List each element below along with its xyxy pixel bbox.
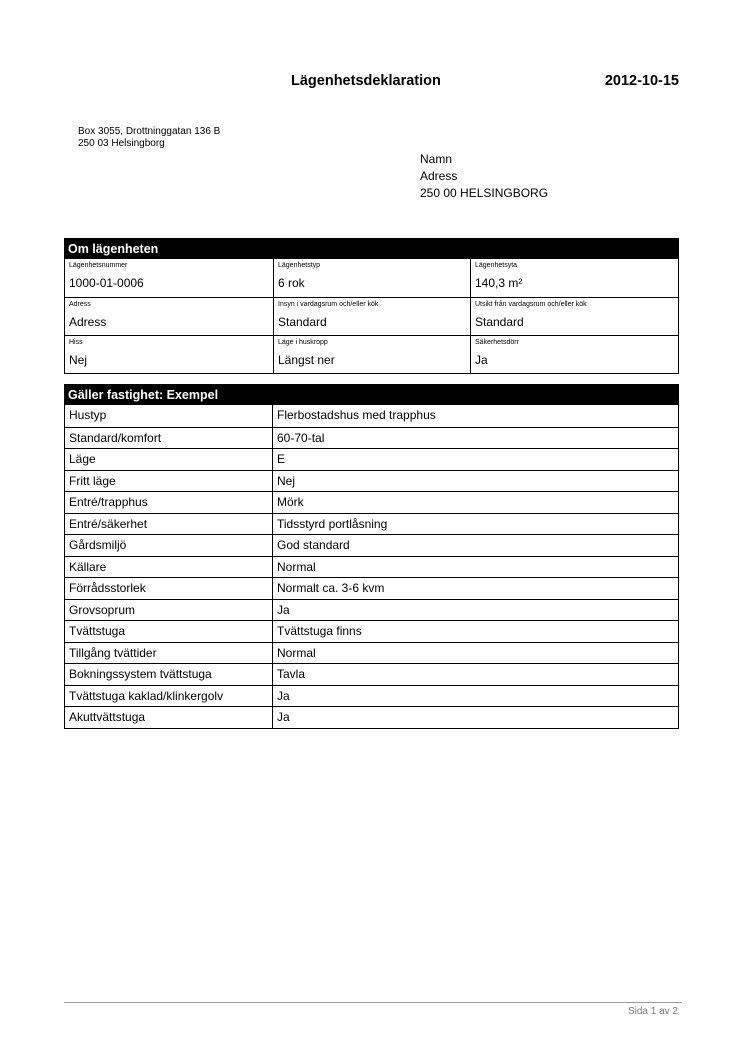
document-title: Lägenhetsdeklaration — [291, 73, 441, 89]
property-value: Tvättstuga finns — [277, 624, 362, 638]
property-key: Grovsoprum — [65, 600, 273, 621]
property-row — [65, 405, 678, 427]
property-row — [65, 663, 678, 685]
recipient-postal: 250 00 HELSINGBORG — [420, 186, 549, 200]
sender-address — [78, 126, 220, 150]
recipient-street: Adress — [420, 169, 458, 183]
apartment-row — [65, 335, 678, 373]
property-key: Förrådsstorlek — [65, 578, 273, 599]
property-row — [65, 620, 678, 642]
apartment-cell — [273, 336, 470, 373]
property-row — [65, 599, 678, 621]
property-table — [65, 405, 678, 728]
property-value: Ja — [277, 710, 290, 724]
property-value: E — [277, 452, 286, 466]
field-value: Standard — [278, 315, 327, 329]
property-key: Standard/komfort — [65, 428, 273, 449]
property-value: Nej — [277, 473, 296, 488]
field-value: Standard — [475, 315, 524, 329]
property-value: 60-70-tal — [277, 430, 325, 445]
footer-divider — [64, 1002, 682, 1003]
property-key: Gårdsmiljö — [65, 535, 273, 556]
field-label: Lägenhetsnummer — [69, 262, 128, 269]
apartment-section — [64, 238, 679, 374]
property-row — [65, 577, 678, 599]
property-key: Entré/säkerhet — [65, 514, 273, 535]
sender-line-1: Box 3055, Drottninggatan 136 B — [78, 126, 221, 137]
property-key: Källare — [65, 557, 273, 578]
property-row — [65, 427, 678, 449]
field-value: 1000-01-0006 — [69, 276, 144, 290]
field-label: Hiss — [69, 339, 83, 346]
apartment-cell — [65, 336, 273, 373]
property-key: Hustyp — [65, 405, 273, 427]
property-row — [65, 706, 678, 728]
field-value: 6 rok — [278, 276, 305, 290]
property-row — [65, 448, 678, 470]
property-value: Normal — [277, 645, 316, 660]
apartment-cell — [65, 298, 273, 335]
apartment-row — [65, 297, 678, 335]
field-value: Ja — [475, 353, 488, 367]
field-value: Längst ner — [278, 353, 335, 367]
property-value: God standard — [277, 538, 350, 552]
property-value: Normalt ca. 3-6 kvm — [277, 581, 385, 595]
property-key: Bokningssystem tvättstuga — [65, 664, 273, 685]
property-key: Tvättstuga kaklad/klinkergolv — [65, 686, 273, 707]
property-key: Läge — [65, 449, 273, 470]
property-key: Entré/trapphus — [65, 492, 273, 513]
field-value: Nej — [69, 353, 88, 367]
recipient-address — [420, 151, 548, 202]
field-value: 140,3 m² — [475, 276, 523, 290]
property-heading: Gäller fastighet: Exempel — [65, 385, 678, 405]
property-row — [65, 534, 678, 556]
property-row — [65, 491, 678, 513]
document-date: 2012-10-15 — [604, 73, 679, 89]
page-number: Sida 1 av 2 — [627, 1006, 678, 1017]
property-row — [65, 556, 678, 578]
apartment-grid — [65, 259, 678, 373]
apartment-cell — [470, 259, 678, 297]
property-row — [65, 642, 678, 664]
apartment-cell — [470, 336, 678, 373]
property-value: Mörk — [277, 495, 304, 509]
apartment-row — [65, 259, 678, 297]
field-label: Lägenhetsyta — [475, 262, 518, 269]
field-label: Utsikt från vardagsrum och/eller kök — [475, 301, 587, 308]
field-label: Lägenhetstyp — [278, 262, 321, 269]
field-value: Adress — [69, 315, 107, 329]
property-key: Tvättstuga — [65, 621, 273, 642]
apartment-cell — [273, 298, 470, 335]
apartment-cell — [65, 259, 273, 297]
property-row — [65, 513, 678, 535]
property-value: Ja — [277, 602, 290, 617]
property-key: Tillgång tvättider — [65, 643, 273, 664]
field-label: Läge i huskropp — [278, 339, 328, 346]
property-key: Fritt läge — [65, 471, 273, 492]
property-row — [65, 685, 678, 707]
apartment-cell — [470, 298, 678, 335]
property-key: Akuttvättstuga — [65, 707, 273, 728]
sender-line-2: 250 03 Helsingborg — [78, 138, 165, 149]
property-value: Ja — [277, 688, 290, 703]
property-section — [64, 384, 679, 729]
apartment-cell — [273, 259, 470, 297]
recipient-name: Namn — [420, 152, 453, 166]
field-label: Insyn i vardagsrum och/eller kök — [278, 301, 379, 308]
field-label: Säkerhetsdörr — [475, 339, 519, 346]
field-label: Adress — [69, 301, 91, 308]
property-value: Tavla — [277, 667, 306, 681]
apartment-heading: Om lägenheten — [65, 239, 678, 259]
property-value: Normal — [277, 559, 316, 574]
property-row — [65, 470, 678, 492]
property-value: Flerbostadshus med trapphus — [277, 408, 436, 422]
property-value: Tidsstyrd portlåsning — [277, 516, 388, 531]
